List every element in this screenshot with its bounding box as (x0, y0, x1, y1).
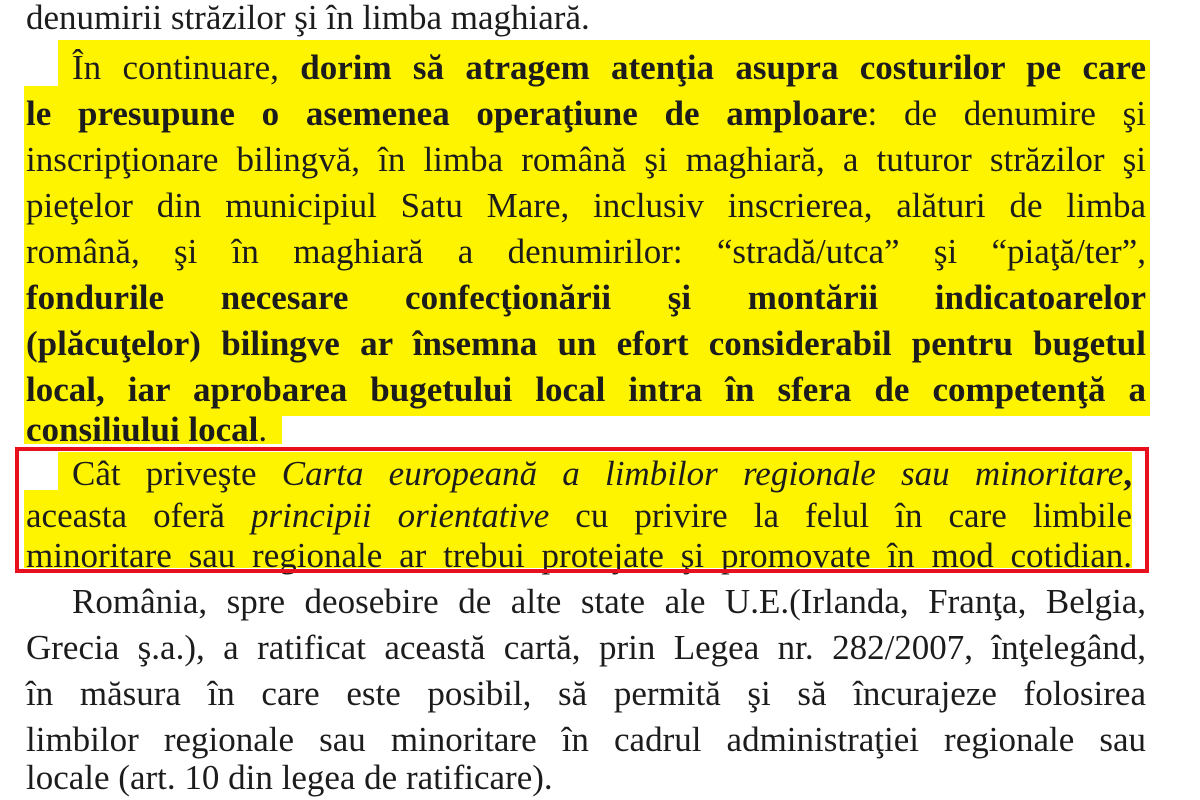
red-annotation-frame (15, 447, 1149, 573)
text-line (72, 46, 1146, 90)
text-line: Grecia ş.a.), a ratificat această cartă, prin Legea nr. 282/2007, înţelegând, (26, 628, 1146, 667)
text-line: limbilor regionale sau minoritare în cadrul administraţiei regionale sau (26, 720, 1146, 759)
bold-text-run: local, iar aprobarea bugetului local intra în sfera de competenţă a (26, 370, 1146, 409)
text-line: România, spre deosebire de alte state ale U.E.(Irlanda, Franţa, Belgia, (72, 582, 1146, 621)
italic-text-run: Carta europeană a limbilor regionale sau minoritare (281, 454, 1124, 493)
bold-text-run: consiliului local (26, 410, 259, 449)
text-run: aceasta oferă (26, 496, 252, 535)
text-line: denumirii străzilor şi în limba maghiară. (26, 0, 590, 37)
text-line (26, 368, 1146, 412)
bold-text-run: le presupune o asemenea operaţiune de amploare (26, 94, 868, 133)
bold-text-run: dorim să atragem atenţia asupra costurilor pe care (300, 48, 1146, 87)
italic-text-run: principii orientative (251, 496, 550, 535)
text-line (26, 276, 1146, 320)
text-line: pieţelor din municipiul Satu Mare, inclusiv inscrierea, alături de limba (26, 186, 1146, 225)
bold-text-run: (plăcuţelor) bilingve ar însemna un efort considerabil pentru bugetul (26, 324, 1146, 363)
text-line: română, şi în maghiară a denumirilor: “stradă/utca” şi “piaţă/ter”, (26, 232, 1146, 271)
text-line: în măsura în care este posibil, să permită şi să încurajeze folosirea (26, 674, 1146, 713)
text-line: locale (art. 10 din legea de ratificare). (26, 758, 553, 797)
text-run: Cât priveşte (72, 454, 282, 493)
text-run: cu privire la felul în care limbile (549, 496, 1132, 535)
text-line (26, 322, 1146, 366)
text-line: inscripţionare bilingvă, în limba română şi maghiară, a tuturor străzilor şi (26, 140, 1146, 179)
text-line (26, 92, 1146, 136)
text-line: minoritare sau regionale ar trebui protejate şi promovate în mod cotidian. (26, 536, 1132, 575)
text-run: . (258, 410, 268, 449)
text-line (26, 408, 267, 452)
bold-text-run: fondurile necesare confecţionării şi montării indicatoarelor (26, 278, 1146, 317)
bold-text-run: , (1123, 454, 1132, 493)
text-run: : de denumire şi (867, 94, 1147, 133)
text-run: În continuare, (72, 48, 301, 87)
